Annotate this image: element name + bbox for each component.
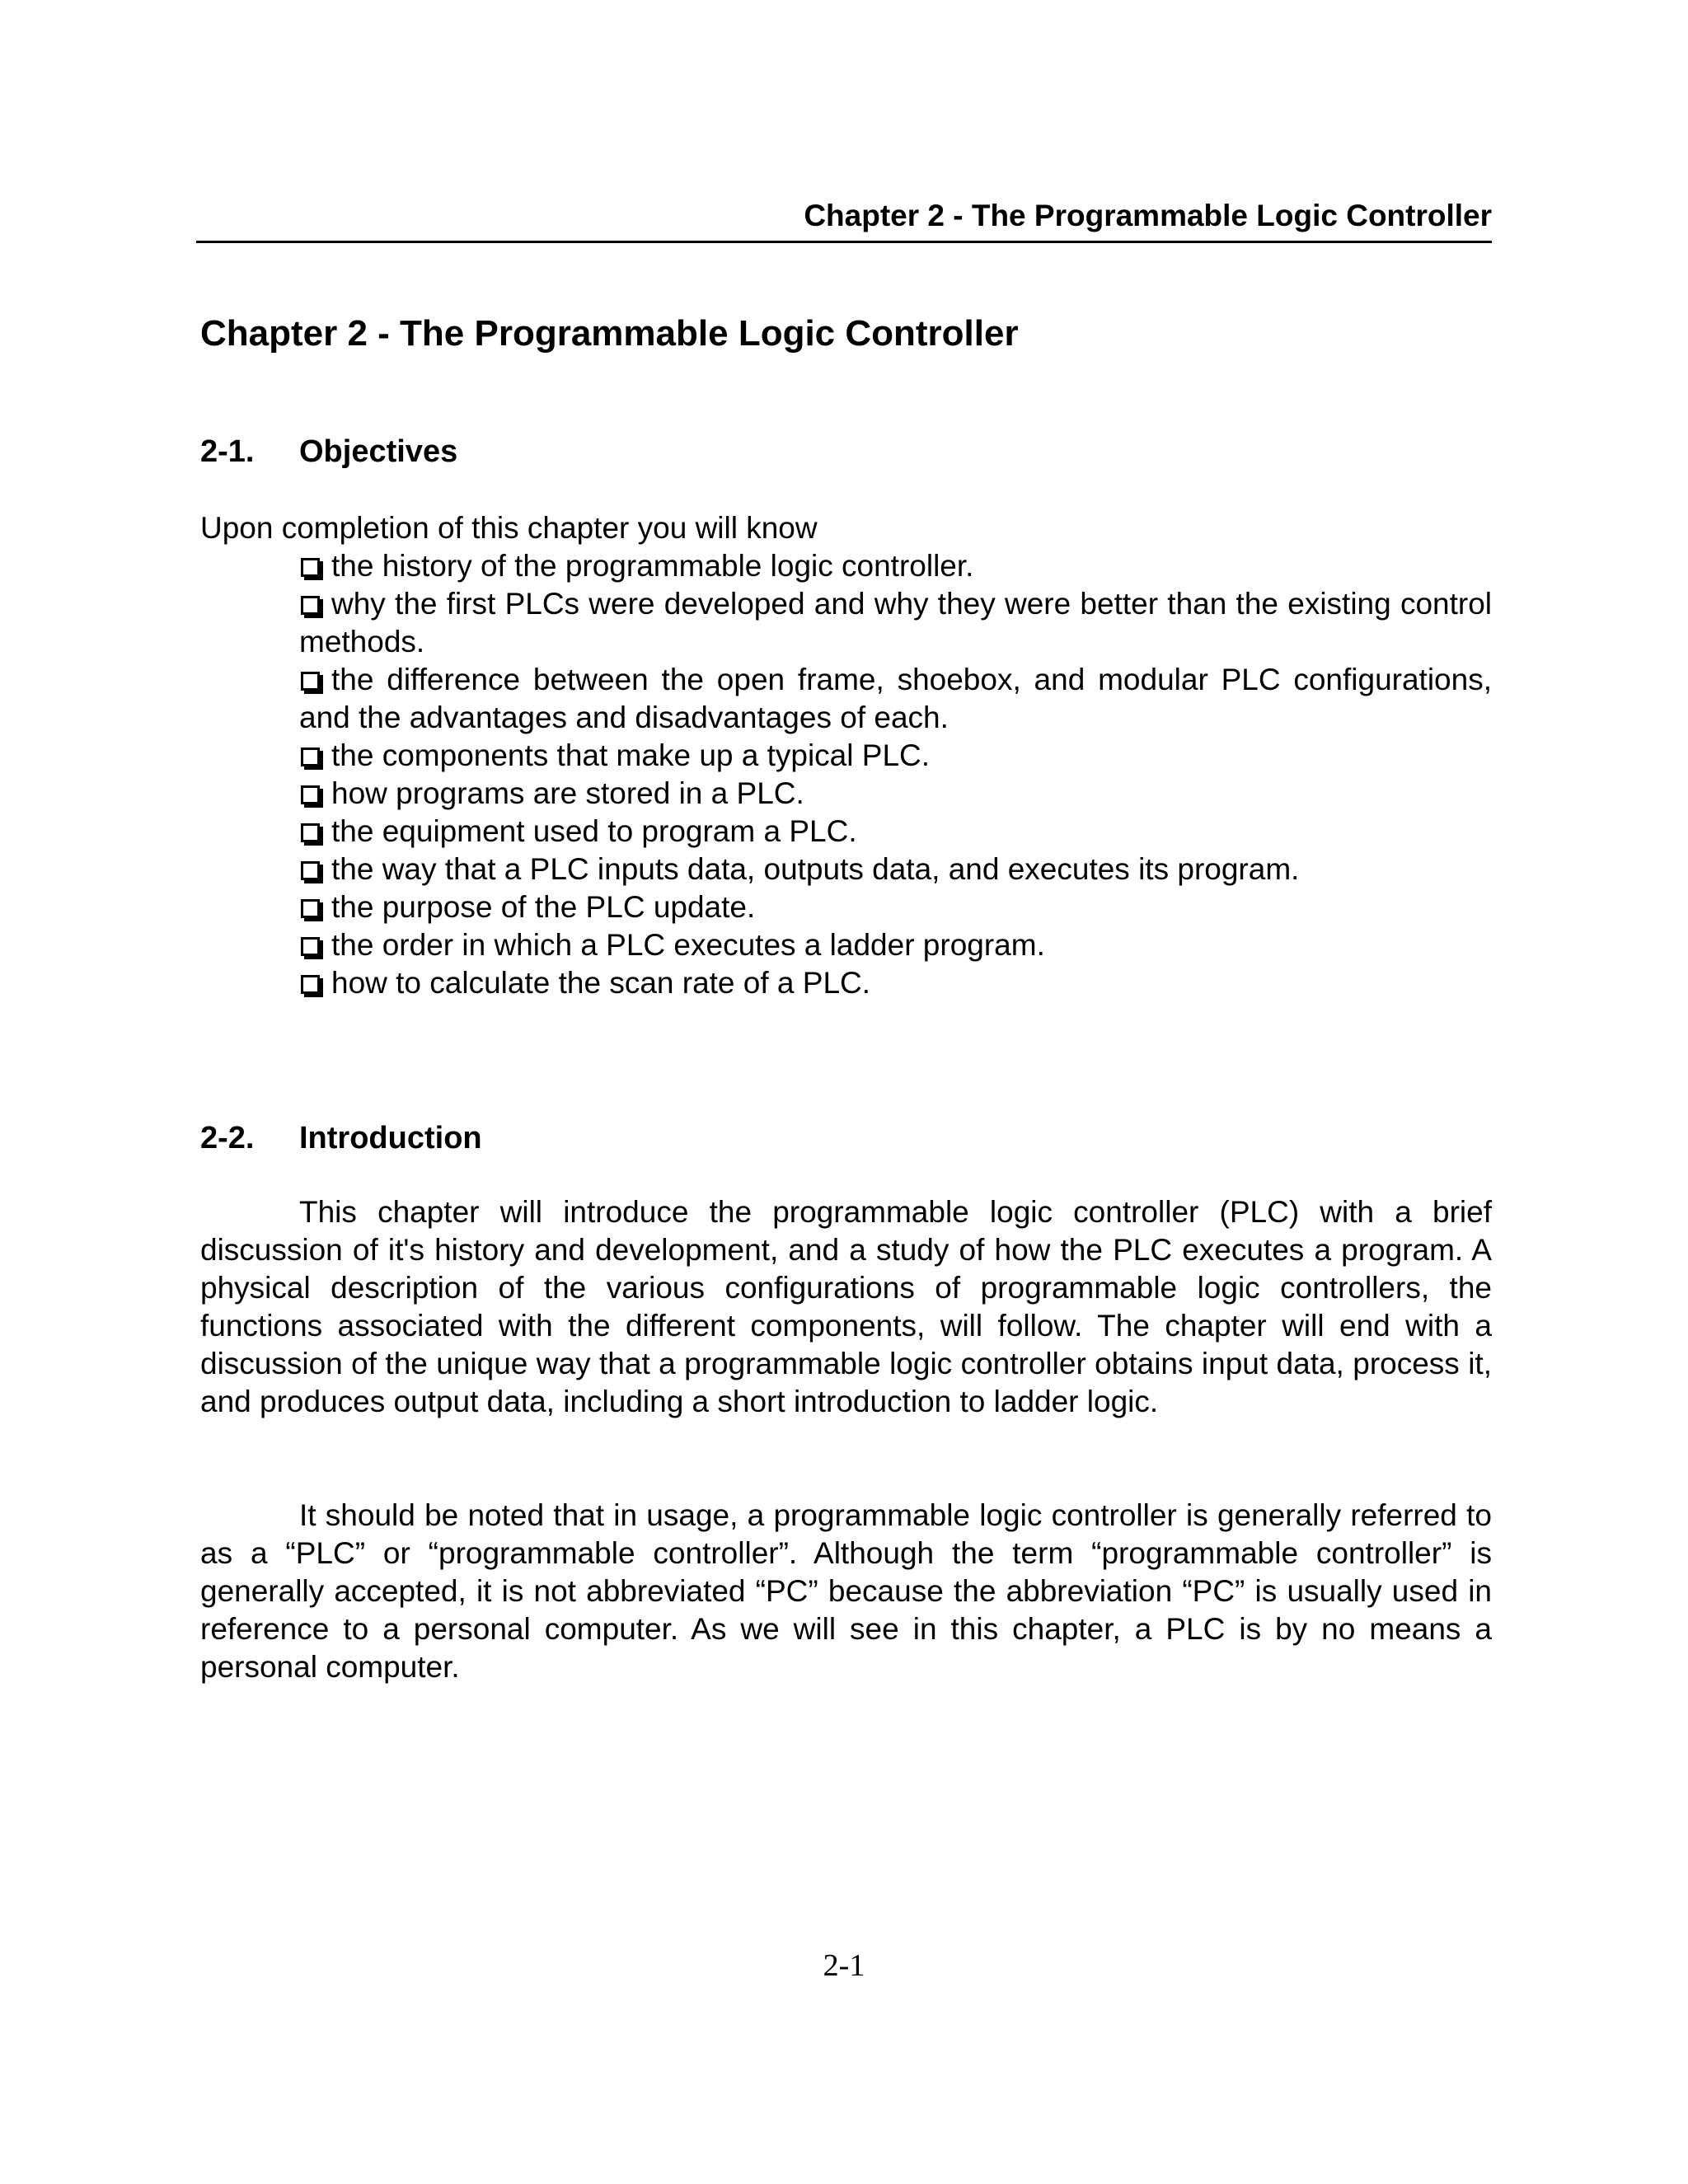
objective-item: why the first PLCs were developed and why they were better than the existing control methods. bbox=[299, 587, 1492, 658]
objective-item: the order in which a PLC executes a ladder program. bbox=[299, 926, 1492, 964]
header-rule bbox=[196, 241, 1492, 243]
objective-item: the history of the programmable logic controller. bbox=[299, 547, 1492, 585]
checkbox-icon bbox=[301, 558, 320, 577]
checkbox-icon bbox=[301, 861, 320, 880]
objective-item: the equipment used to program a PLC. bbox=[299, 813, 1492, 851]
objective-item: the purpose of the PLC update. bbox=[299, 888, 1492, 926]
objective-item: the difference between the open frame, shoebox, and modular PLC configurations, and the advantages and disadvantages of each. bbox=[299, 663, 1492, 734]
objective-item: the components that make up a typical PLC. bbox=[299, 737, 1492, 775]
checkbox-icon bbox=[301, 899, 320, 918]
checkbox-icon bbox=[301, 748, 320, 766]
checkbox-icon bbox=[301, 937, 320, 956]
chapter-title: Chapter 2 - The Programmable Logic Controller bbox=[200, 313, 1019, 354]
section-title: Introduction bbox=[299, 1121, 482, 1155]
checkbox-icon bbox=[301, 975, 320, 994]
checkbox-icon bbox=[301, 672, 320, 691]
objectives-list bbox=[200, 547, 1492, 1002]
section-number: 2-1. bbox=[200, 434, 255, 469]
objectives-section bbox=[200, 509, 1492, 1002]
objective-item: how programs are stored in a PLC. bbox=[299, 775, 1492, 813]
section-number: 2-2. bbox=[200, 1121, 255, 1155]
page-number: 2-1 bbox=[823, 1948, 865, 1983]
objective-item: how to calculate the scan rate of a PLC. bbox=[299, 964, 1492, 1002]
introduction-paragraph: It should be noted that in usage, a programmable logic controller is generally referred to as a “PLC” or “programmable controller”. Although the term “programmable controller” is generally accepted, it is not abbreviated “PC” because the abbreviation “PC” is usually used in reference to a personal computer. As we will see in this chapter, a PLC is by no means a personal computer. bbox=[200, 1498, 1492, 1684]
checkbox-icon bbox=[301, 596, 320, 615]
objective-item: the way that a PLC inputs data, outputs data, and executes its program. bbox=[299, 851, 1492, 888]
section-title: Objectives bbox=[299, 434, 458, 469]
running-header: Chapter 2 - The Programmable Logic Controller bbox=[804, 199, 1492, 232]
checkbox-icon bbox=[301, 823, 320, 842]
introduction-heading bbox=[200, 1118, 482, 1159]
checkbox-icon bbox=[301, 785, 320, 804]
objectives-lead: Upon completion of this chapter you will know bbox=[200, 511, 818, 545]
introduction-paragraph: This chapter will introduce the programmable logic controller (PLC) with a brief discussion of it's history and development, and a study of how the PLC executes a program. A physical description of the various configurations of programmable logic controllers, the functions associated with the different components, will follow. The chapter will end with a discussion of the unique way that a programmable logic controller obtains input data, process it, and produces output data, including a short introduction to ladder logic. bbox=[200, 1195, 1492, 1418]
objectives-heading bbox=[200, 431, 457, 472]
